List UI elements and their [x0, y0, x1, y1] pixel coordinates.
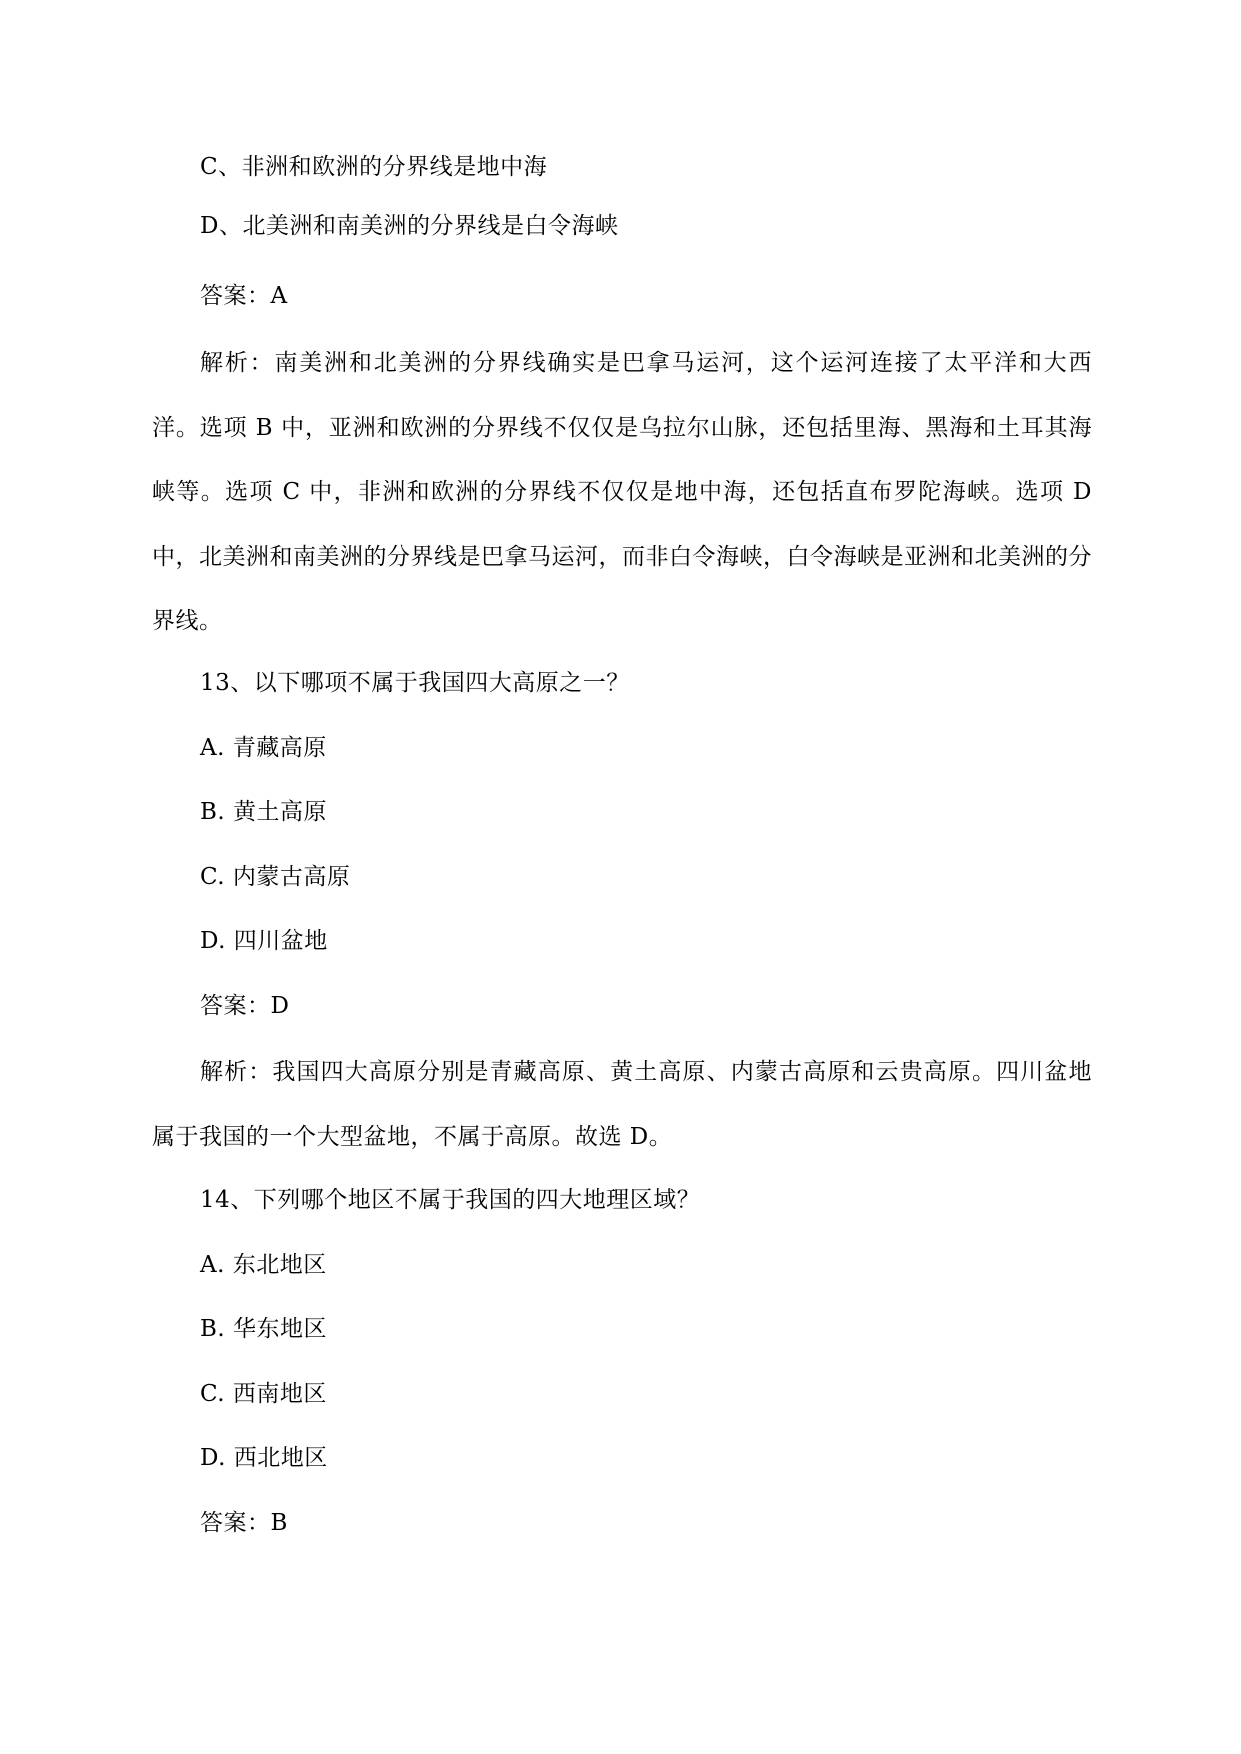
q12-analysis: 解析：南美洲和北美洲的分界线确实是巴拿马运河，这个运河连接了太平洋和大西洋。选项 B 中，亚洲和欧洲的分界线不仅仅是乌拉尔山脉，还包括里海、黑海和土耳其海峡等。选项 C 中，非洲和欧洲的分界线不仅仅是地中海，还包括直布罗陀海峡。选项 D 中，北美洲和南美洲的分界线是巴拿马运河，而非白令海峡，白令海峡是亚洲和北美洲的分界线。 [152, 350, 1092, 635]
q13-analysis: 解析：我国四大高原分别是青藏高原、黄土高原、内蒙古高原和云贵高原。四川盆地属于我国的一个大型盆地，不属于高原。故选 D。 [152, 1059, 1092, 1150]
q14-answer: 答案：B [200, 1510, 288, 1536]
q13-option-b: B. 黄土高原 [200, 799, 328, 825]
q12-option-d: D、北美洲和南美洲的分界线是白令海峡 [200, 213, 619, 239]
q13-question: 13、以下哪项不属于我国四大高原之一？ [200, 670, 630, 696]
q13-option-a: A. 青藏高原 [200, 735, 327, 761]
q14-option-a: A. 东北地区 [200, 1252, 327, 1278]
q12-option-c: C、非洲和欧洲的分界线是地中海 [200, 154, 548, 180]
q14-option-b: B. 华东地区 [200, 1316, 328, 1342]
q14-question: 14、下列哪个地区不属于我国的四大地理区域？ [200, 1187, 701, 1213]
q13-option-d: D. 四川盆地 [200, 928, 328, 954]
q14-option-c: C. 西南地区 [200, 1381, 327, 1407]
q13-option-c: C. 内蒙古高原 [200, 864, 351, 890]
q13-answer: 答案：D [200, 993, 290, 1019]
q14-option-d: D. 西北地区 [200, 1445, 328, 1471]
q12-answer: 答案：A [200, 283, 288, 309]
